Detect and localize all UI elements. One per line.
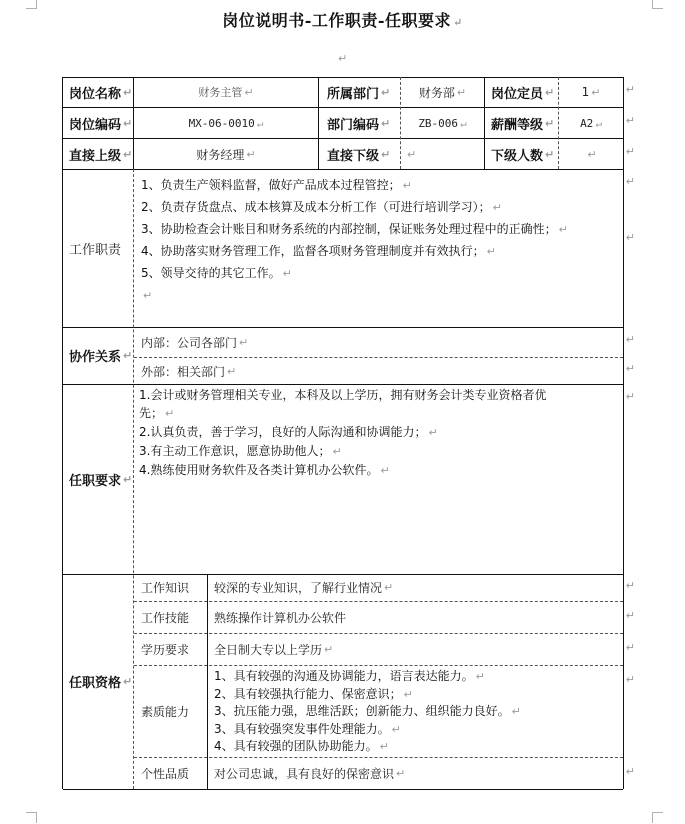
headcount-value: 1 ↵ — [581, 85, 601, 99]
list-item: 3、具有较强突发事件处理能力。 ↵ — [214, 721, 401, 736]
list-item: 4、协助落实财务管理工作，监督各项财务管理制度并有效执行； ↵ — [141, 244, 496, 258]
position-code-value: MX-06-0010 ↵ — [188, 116, 264, 130]
list-item: 1、负责生产领料监督，做好产品成本过程管控； ↵ — [141, 178, 412, 192]
department-code-value: ZB-006 ↵ — [418, 116, 467, 130]
duties-label: 工作职责 — [69, 242, 122, 258]
skills-value: 熟练操作计算机办公软件 — [214, 611, 347, 625]
relations-internal: 内部：公司各部门 ↵ — [141, 335, 249, 350]
list-item: 1.会计或财务管理相关专业，本科及以上学历，拥有财务会计类专业资格者优 — [139, 388, 547, 402]
education-key: 学历要求 — [141, 643, 190, 657]
competency-key: 素质能力 — [141, 705, 190, 719]
duties-list: 1、负责生产领料监督，做好产品成本过程管控； ↵ 2、负责存货盘点、成本核算及成本分析工作（可进行培训学习）； ↵ 3、协助检查会计账目和财务系统的内部控制，保证账务处理过程中的正确性； ↵ 4、协助落实财务管理工作，监督各项财务管理制度并有效执行； ↵ 5、领导交待的其它工作。 ↵ ↵ — [141, 178, 568, 302]
position-code-label: 岗位编码 ↵ — [69, 116, 133, 133]
skills-key: 工作技能 — [141, 611, 190, 625]
list-item: 3、协助检查会计账目和财务系统的内部控制，保证账务处理过程中的正确性； ↵ — [141, 222, 568, 236]
relations-external: 外部：相关部门 ↵ — [141, 364, 237, 379]
knowledge-value: 较深的专业知识，了解行业情况 ↵ — [214, 581, 394, 595]
position-name-value: 财务主管 ↵ — [198, 85, 254, 99]
personality-key: 个性品质 — [141, 767, 190, 781]
salary-grade-value: A2 ↵ — [580, 116, 602, 130]
competency-list — [214, 668, 521, 756]
header-table: 岗位名称 ↵ 财务主管 ↵ 所属部门 ↵ 财务部 ↵ 岗位定员 ↵ 1 ↵ 岗位编码 ↵ MX-06-0010 ↵ 部门编码 ↵ ZB-006 ↵ 薪酬等级 ↵ A2 ↵ 直接上级 ↵ 财务经理 ↵ 直接下级 ↵ ↵ 下级人数 ↵ ↵ ↵ ↵ ↵ — [62, 77, 624, 169]
list-item: 4.熟练使用财务软件及各类计算机办公软件。 ↵ — [139, 463, 390, 477]
position-name-label: 岗位名称 ↵ — [69, 85, 133, 102]
direct-superior-value: 财务经理 ↵ — [196, 147, 256, 162]
qualifications-label: 任职资格 ↵ — [69, 675, 133, 691]
direct-superior-label: 直接上级 ↵ — [69, 147, 133, 164]
list-item: 5、领导交待的其它工作。 ↵ — [141, 266, 292, 280]
headcount-label: 岗位定员 ↵ — [491, 85, 555, 102]
subordinate-count-value: ↵ — [587, 147, 597, 161]
list-item: 先； ↵ — [139, 406, 175, 420]
list-item: 2、具有较强执行能力、保密意识； ↵ — [214, 686, 413, 701]
list-item: 4、具有较强的团队协助能力。 ↵ — [214, 739, 389, 754]
list-item: 3、抗压能力强，思维活跃；创新能力、组织能力良好。 ↵ — [214, 704, 521, 719]
direct-subordinate-value: ↵ — [407, 147, 417, 161]
main-table: 工作职责 1、负责生产领料监督，做好产品成本过程管控； ↵ 2、负责存货盘点、成本核算及成本分析工作（可进行培训学习）； ↵ 3、协助检查会计账目和财务系统的内部控制，保证账务处理过程中的正确性； ↵ 4、协助落实财务管理工作，监督各项财务管理制度并有效执行； ↵ 5、领导交待的其它工作。 ↵ ↵ 协作关系 ↵ 内部：公司各部门 ↵ 外部：相关部门 ↵ 任职要求 ↵ 1.会计或财务管理相关专业，本科及以上学历，拥有财务会计类专业资格者优 先； ↵ 2.认真负责，善于学习，良好的人际沟通和协调能力； ↵ 3.有主动工作意识，愿意协助他人； ↵ 4.熟练使用财务软件及各类计算机办公软件。 ↵ 任职资格 ↵ 工作知识 较深的专业知识，了解行业情况 ↵ 工作技能 熟练操作计算机办公软件 学历要求 全日制大专以上学历 ↵ 素质能力 1、具有较强的沟通及协调能力，语言表达能力。 ↵ 2、具有较强执行能力、保密意识； ↵ 3、抗压能力强，思维活跃；创新能力、组织能力良好。 ↵ 3、具有较强突发事件处理能力。 ↵ 4、具有较强的团队协助能力。 ↵ 个性品质 对公司忠诚，具有良好的保密意识 ↵ ↵ ↵ ↵ ↵ ↵ ↵ ↵ ↵ ↵ ↵ — [62, 169, 624, 789]
requirements-label: 任职要求 ↵ — [69, 472, 133, 489]
paragraph-mark-icon: ↵ — [453, 16, 463, 29]
list-item: 2.认真负责，善于学习，良好的人际沟通和协调能力； ↵ — [139, 425, 438, 439]
list-item: 1、具有较强的沟通及协调能力，语言表达能力。 ↵ — [214, 669, 485, 683]
page-title: 岗位说明书-工作职责-任职要求 ↵ — [222, 11, 463, 30]
education-value: 全日制大专以上学历 ↵ — [214, 643, 334, 657]
department-code-label: 部门编码 ↵ — [327, 116, 391, 133]
direct-subordinate-label: 直接下级 ↵ — [327, 147, 391, 164]
requirements-list — [139, 386, 546, 480]
knowledge-key: 工作知识 — [141, 581, 190, 595]
margin-corner-mark — [652, 812, 663, 823]
personality-value: 对公司忠诚，具有良好的保密意识 ↵ — [214, 767, 406, 781]
department-value: 财务部 ↵ — [418, 85, 467, 100]
list-item: 3.有主动工作意识，愿意协助他人； ↵ — [139, 444, 342, 458]
salary-grade-label: 薪酬等级 ↵ — [491, 116, 555, 133]
department-label: 所属部门 ↵ — [327, 85, 391, 102]
margin-corner-mark — [26, 812, 37, 823]
relations-label: 协作关系 ↵ — [69, 349, 133, 365]
list-item: 2、负责存货盘点、成本核算及成本分析工作（可进行培训学习）； ↵ — [141, 200, 502, 214]
paragraph-mark-icon: ↵ — [338, 52, 348, 65]
subordinate-count-label: 下级人数 ↵ — [491, 147, 555, 164]
